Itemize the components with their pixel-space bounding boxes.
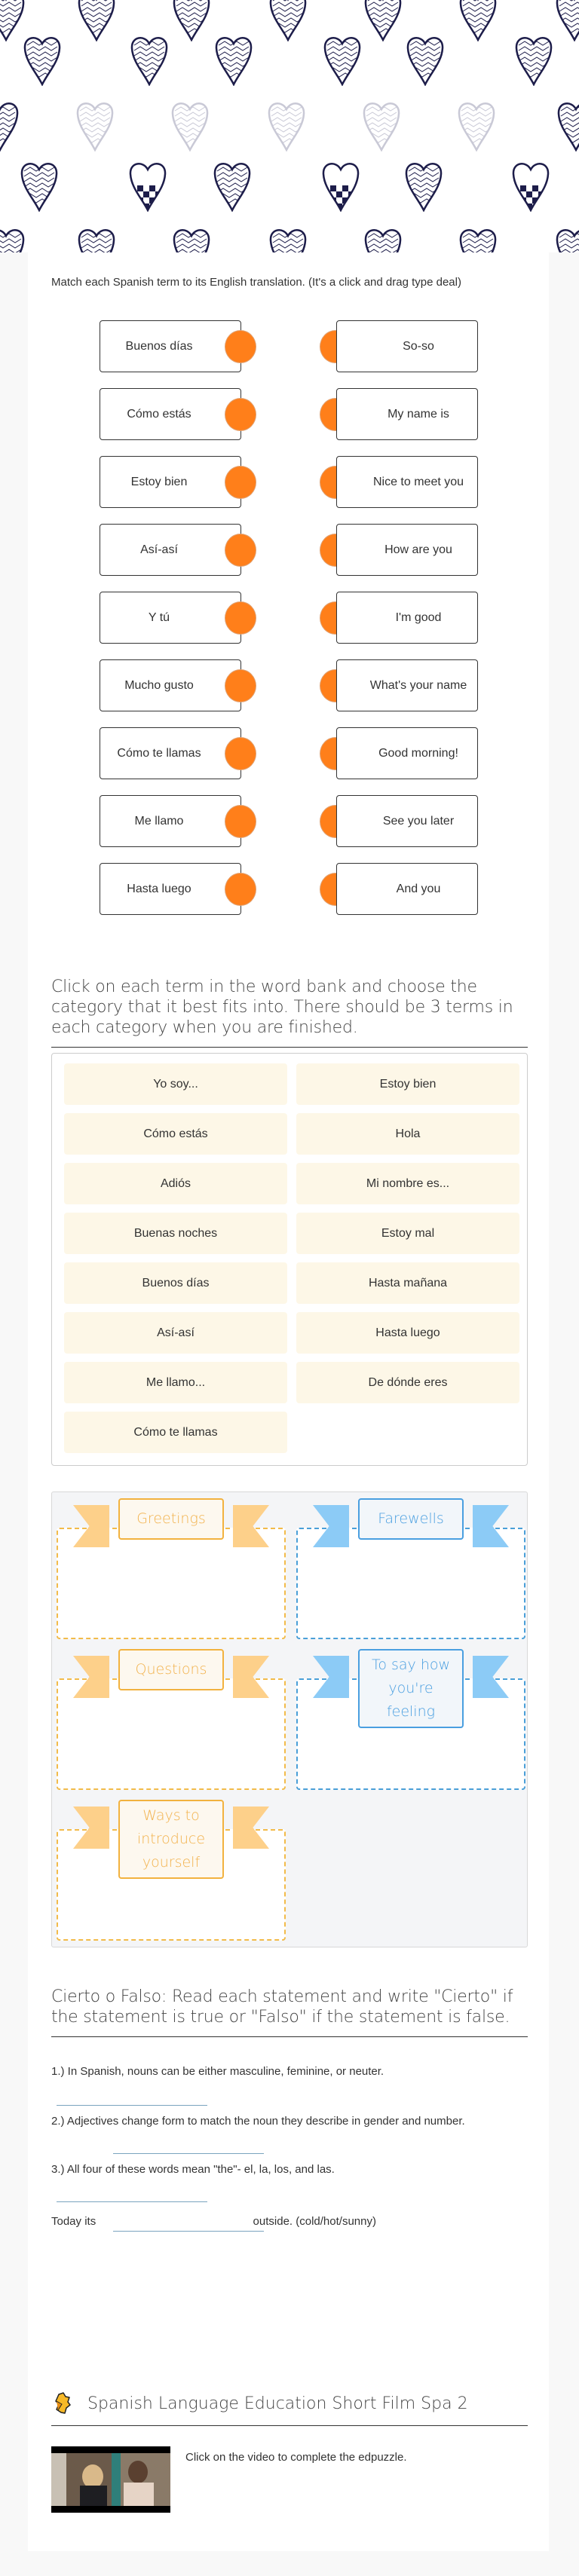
english-term-label: What's your name <box>369 678 467 692</box>
spanish-term-label: Cómo te llamas <box>117 746 201 760</box>
english-term-card[interactable] <box>336 659 478 711</box>
match-row <box>0 592 579 644</box>
word-bank-term[interactable]: Hasta mañana <box>296 1262 519 1304</box>
edpuzzle-logo-icon <box>54 2392 71 2415</box>
spanish-term-card[interactable] <box>100 659 241 711</box>
heart-icon <box>74 99 116 151</box>
english-term-card[interactable] <box>336 795 478 847</box>
ribbon-tail-right <box>473 1505 509 1547</box>
word-bank-term[interactable]: Estoy mal <box>296 1213 519 1254</box>
spanish-term-card[interactable] <box>100 388 241 440</box>
english-term-label: So-so <box>403 339 434 353</box>
word-bank-term[interactable]: Así-así <box>64 1312 287 1354</box>
category-label: Greetings <box>118 1498 224 1540</box>
heart-icon <box>0 99 21 151</box>
word-bank-term[interactable]: Hola <box>296 1113 519 1155</box>
spanish-term-label: Me llamo <box>134 814 184 828</box>
word-bank-term[interactable]: Buenos días <box>64 1262 287 1304</box>
heart-icon <box>169 99 211 151</box>
spanish-term-card[interactable] <box>100 320 241 372</box>
english-term-card[interactable] <box>336 320 478 372</box>
match-row <box>0 795 579 848</box>
heart-icon <box>457 0 499 41</box>
spanish-term-label: Así-así <box>140 543 178 556</box>
fill-in-sentence <box>51 2212 528 2232</box>
heart-icon <box>170 0 213 41</box>
spanish-term-card[interactable] <box>100 524 241 576</box>
true-false-instructions: Cierto o Falso: Read each statement and write "Cierto" if the statement is true or "Falso" if the statement is false. <box>51 1987 528 2037</box>
english-term-card[interactable] <box>336 456 478 508</box>
category-ribbon <box>335 1498 486 1540</box>
word-bank-term[interactable]: Estoy bien <box>296 1063 519 1105</box>
left-connector-handle[interactable] <box>225 873 256 906</box>
left-connector-handle[interactable] <box>225 534 256 567</box>
heart-icon <box>321 33 363 86</box>
heart-icon <box>75 0 118 41</box>
heart-icon <box>513 33 555 86</box>
heart-icon <box>457 225 499 252</box>
spanish-term-card[interactable] <box>100 592 241 644</box>
spanish-term-label: Y tú <box>148 610 170 624</box>
ribbon-tail-right <box>233 1656 269 1698</box>
match-row <box>0 524 579 577</box>
spanish-term-label: Buenos días <box>125 339 193 353</box>
category-ribbon <box>96 1800 247 1871</box>
match-row <box>0 456 579 509</box>
heart-icon <box>128 33 170 86</box>
video-title: Spanish Language Education Short Film Spa 2 <box>87 2394 468 2413</box>
spanish-term-label: Hasta luego <box>127 882 191 895</box>
heart-icon <box>362 225 404 252</box>
word-bank-term[interactable]: Buenas noches <box>64 1213 287 1254</box>
match-row <box>0 659 579 712</box>
english-term-card[interactable] <box>336 388 478 440</box>
matching-instructions: Match each Spanish term to its English translation. (It's a click and drag type deal) <box>51 276 461 289</box>
category-ribbon <box>96 1498 247 1540</box>
word-bank-term[interactable]: Me llamo... <box>64 1362 287 1403</box>
fill-in-before: Today its <box>51 2215 96 2228</box>
english-term-label: How are you <box>384 543 452 556</box>
word-bank-term[interactable]: Adiós <box>64 1163 287 1204</box>
video-thumbnail[interactable] <box>51 2446 170 2513</box>
word-bank-term[interactable]: Yo soy... <box>64 1063 287 1105</box>
video-header <box>51 2382 528 2426</box>
heart-icon <box>404 33 446 86</box>
category-ribbon <box>96 1649 247 1690</box>
spanish-term-card[interactable] <box>100 456 241 508</box>
word-bank-term[interactable]: Cómo estás <box>64 1113 287 1155</box>
statement-2: 2.) Adjectives change form to match the noun they describe in gender and number. <box>51 2115 465 2128</box>
english-term-label: Good morning! <box>378 746 458 760</box>
ribbon-tail-left <box>73 1807 109 1849</box>
left-connector-handle[interactable] <box>225 466 256 499</box>
category-label: Farewells <box>358 1498 464 1540</box>
weather-input[interactable] <box>113 2231 264 2232</box>
category-label: To say how you're feeling <box>358 1649 464 1728</box>
match-row <box>0 727 579 780</box>
heart-icon <box>265 99 308 151</box>
heart-icon <box>18 159 60 212</box>
fill-in-after: outside. (cold/hot/sunny) <box>253 2215 376 2228</box>
ribbon-tail-right <box>473 1656 509 1698</box>
english-term-label: I'm good <box>395 610 442 624</box>
heart-icon <box>211 159 253 212</box>
heart-icon <box>21 33 63 86</box>
english-term-label: My name is <box>388 407 449 421</box>
statement-1: 1.) In Spanish, nouns can be either masculine, feminine, or neuter. <box>51 2065 384 2078</box>
english-term-card[interactable] <box>336 524 478 576</box>
heart-icon <box>213 33 255 86</box>
ribbon-tail-left <box>313 1505 349 1547</box>
answer-3-input[interactable] <box>57 2201 207 2202</box>
heart-icon <box>127 159 169 212</box>
left-connector-handle[interactable] <box>225 737 256 770</box>
left-connector-handle[interactable] <box>225 398 256 431</box>
heart-icon <box>362 0 404 41</box>
heart-icon <box>267 0 309 41</box>
video-description: Click on the video to complete the edpuzzle. <box>185 2451 407 2464</box>
category-ribbon <box>335 1649 486 1720</box>
category-area <box>51 1491 528 1947</box>
left-connector-handle[interactable] <box>225 805 256 838</box>
english-term-label: Nice to meet you <box>372 475 464 488</box>
heart-icon <box>320 159 362 212</box>
ribbon-tail-left <box>313 1656 349 1698</box>
spanish-term-card[interactable] <box>100 795 241 847</box>
ribbon-tail-right <box>233 1807 269 1849</box>
heart-icon <box>0 225 27 252</box>
word-bank <box>51 1053 528 1466</box>
spanish-term-card[interactable] <box>100 727 241 779</box>
word-bank-term[interactable]: Cómo te llamas <box>64 1412 287 1453</box>
hearts-pattern-banner <box>0 0 579 252</box>
word-bank-term[interactable]: Mi nombre es... <box>296 1163 519 1204</box>
heart-icon <box>553 0 579 41</box>
answer-1-input[interactable] <box>57 2105 207 2106</box>
heart-icon <box>553 225 579 252</box>
word-bank-term[interactable]: Hasta luego <box>296 1312 519 1354</box>
heart-icon <box>267 225 309 252</box>
spanish-term-label: Mucho gusto <box>124 678 194 692</box>
english-term-label: And you <box>396 882 441 895</box>
ribbon-tail-right <box>233 1505 269 1547</box>
spanish-term-card[interactable] <box>100 863 241 915</box>
ribbon-tail-left <box>73 1656 109 1698</box>
left-connector-handle[interactable] <box>225 601 256 635</box>
english-term-card[interactable] <box>336 727 478 779</box>
heart-icon <box>403 159 445 212</box>
match-row <box>0 388 579 441</box>
page-footer-area <box>0 2551 579 2576</box>
spanish-term-label: Cómo estás <box>127 407 191 421</box>
category-label: Ways to introduce yourself <box>118 1800 224 1879</box>
heart-icon <box>360 99 403 151</box>
heart-icon <box>170 225 213 252</box>
heart-icon <box>510 159 552 212</box>
word-bank-term[interactable]: De dónde eres <box>296 1362 519 1403</box>
left-connector-handle[interactable] <box>225 330 256 363</box>
spanish-term-label: Estoy bien <box>130 475 188 488</box>
answer-2-input[interactable] <box>113 2153 264 2154</box>
category-label: Questions <box>118 1649 224 1690</box>
heart-icon <box>555 99 579 151</box>
english-term-label: See you later <box>382 814 455 828</box>
left-connector-handle[interactable] <box>225 669 256 702</box>
match-row <box>0 320 579 373</box>
english-term-card[interactable] <box>336 592 478 644</box>
ribbon-tail-left <box>73 1505 109 1547</box>
statement-3: 3.) All four of these words mean "the"- el, la, los, and las. <box>51 2163 335 2176</box>
sorting-instructions: Click on each term in the word bank and choose the category that it best fits into. There should be 3 terms in each category when you are finished. <box>51 977 528 1048</box>
match-row <box>0 863 579 916</box>
english-term-card[interactable] <box>336 863 478 915</box>
heart-icon <box>75 225 118 252</box>
heart-icon <box>455 99 498 151</box>
